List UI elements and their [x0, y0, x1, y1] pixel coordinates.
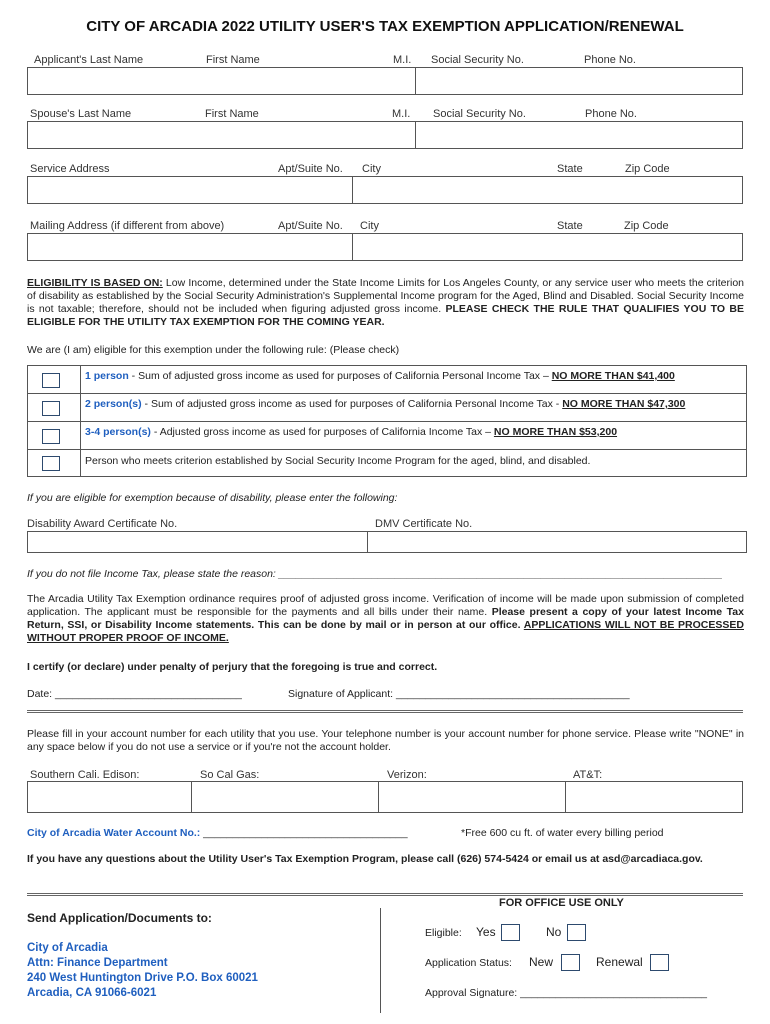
eligibility-heading: ELIGIBILITY IS BASED ON:: [27, 277, 163, 289]
disability-intro: If you are eligible for exemption because of disability, please enter the following:: [27, 492, 398, 504]
mailing-state-label: State: [557, 220, 583, 232]
send-heading: Send Application/Documents to:: [27, 911, 212, 925]
proof-paragraph: [27, 593, 744, 645]
water-note: *Free 600 cu ft. of water every billing period: [461, 827, 664, 839]
bottom-divider: [27, 893, 743, 896]
applicant-phone-label: Phone No.: [584, 54, 636, 66]
applicant-first-name-label: First Name: [206, 54, 260, 66]
mailing-address-block: [27, 941, 258, 1001]
mailing-address-fields[interactable]: [27, 233, 743, 261]
spouse-row-fields[interactable]: [27, 121, 743, 149]
applicant-mi-label: M.I.: [393, 54, 412, 66]
att-account-field[interactable]: [565, 781, 743, 813]
mailing-apt-label: Apt/Suite No.: [278, 220, 343, 232]
water-account-label: City of Arcadia Water Account No.:: [27, 827, 201, 839]
rule-3-lead: 3-4 person(s): [85, 426, 151, 438]
rule-1-text: [85, 370, 675, 382]
questions-note: If you have any questions about the Utility User's Tax Exemption Program, please call (626) 574-5424 or email us at asd@arcadiaca.gov.: [27, 853, 703, 865]
rule-4-checkbox[interactable]: [42, 456, 60, 471]
eligible-no-label: No: [546, 925, 562, 939]
socalgas-account-field[interactable]: [191, 781, 377, 813]
rule-2-desc: - Sum of adjusted gross income as used for purposes of California Personal Income Tax -: [141, 398, 563, 410]
office-divider: [380, 908, 381, 1013]
proof-bold: Please present a copy of your latest Income Tax Return, SSI, or Disability Income statements. This can be done by mail or in person at our office.: [27, 606, 744, 631]
status-label: Application Status:: [425, 957, 512, 969]
section-divider: [27, 710, 743, 713]
disability-cert-field[interactable]: [27, 531, 366, 553]
edison-account-field[interactable]: [27, 781, 190, 813]
water-account-line[interactable]: [27, 827, 408, 839]
edison-label: Southern Cali. Edison:: [30, 769, 140, 781]
eligible-yes-label: Yes: [476, 925, 496, 939]
date-line[interactable]: Date: ________________________________: [27, 688, 242, 700]
rule-2-checkbox[interactable]: [42, 401, 60, 416]
rule-1-checkbox[interactable]: [42, 373, 60, 388]
account-instructions: Please fill in your account number for each utility that you use. Your telephone number is your account number for phone service. Please write "NONE" in any space below if you do not use a service or if you're not the account holder.: [27, 728, 744, 753]
att-label: AT&T:: [573, 769, 603, 781]
rule-intro: We are (I am) eligible for this exemption under the following rule: (Please check): [27, 344, 400, 356]
spouse-mi-label: M.I.: [392, 108, 411, 120]
spouse-phone-label: Phone No.: [585, 108, 637, 120]
eligible-label: Eligible:: [425, 927, 462, 939]
service-apt-label: Apt/Suite No.: [278, 163, 343, 175]
eligibility-instruction: PLEASE CHECK THE RULE THAT QUALIFIES YOU TO BE ELIGIBLE FOR THE UTILITY TAX EXEMPTION FOR THE COMING YEAR.: [27, 303, 744, 328]
service-address-fields[interactable]: [27, 176, 743, 204]
send-line-3: 240 West Huntington Drive P.O. Box 60021: [27, 972, 258, 984]
mailing-city-label: City: [360, 220, 379, 232]
rule-1-lead: 1 person: [85, 370, 129, 382]
service-city-label: City: [362, 163, 381, 175]
spouse-ssn-label: Social Security No.: [433, 108, 526, 120]
status-renewal-label: Renewal: [596, 955, 643, 969]
send-line-4: Arcadia, CA 91066-6021: [27, 987, 157, 999]
applicant-last-name-label: Applicant's Last Name: [34, 54, 144, 66]
service-state-label: State: [557, 163, 583, 175]
send-line-1: City of Arcadia: [27, 942, 108, 954]
status-renewal-checkbox[interactable]: [650, 954, 669, 971]
rule-3-text: [85, 426, 617, 438]
rule-1-limit: NO MORE THAN $41,400: [551, 370, 675, 382]
office-heading: FOR OFFICE USE ONLY: [499, 897, 624, 909]
page-title: CITY OF ARCADIA 2022 UTILITY USER'S TAX EXEMPTION APPLICATION/RENEWAL: [86, 18, 684, 35]
applicant-ssn-label: Social Security No.: [431, 54, 524, 66]
mailing-zip-label: Zip Code: [624, 220, 669, 232]
disability-cert-label: Disability Award Certificate No.: [27, 518, 178, 530]
rule-1-desc: - Sum of adjusted gross income as used for purposes of California Personal Income Tax –: [128, 370, 552, 382]
eligible-no-checkbox[interactable]: [567, 924, 586, 941]
socalgas-label: So Cal Gas:: [200, 769, 260, 781]
applicant-name-field[interactable]: [27, 67, 387, 95]
verizon-label: Verizon:: [387, 769, 427, 781]
rule-3-checkbox[interactable]: [42, 429, 60, 444]
dmv-cert-field[interactable]: [367, 531, 747, 553]
certify-statement: I certify (or declare) under penalty of perjury that the foregoing is true and correct.: [27, 661, 438, 673]
rule-4-text: [85, 455, 590, 467]
dmv-cert-label: DMV Certificate No.: [375, 518, 473, 530]
send-line-2: Attn: Finance Department: [27, 957, 168, 969]
status-new-label: New: [529, 955, 554, 969]
eligibility-text: Low Income, determined under the State Income Limits for Los Angeles County, or any service user who meets the criterion of disability as established by the Social Security Administration's Supplemental Income program for the Aged, Blind and Disabled. Social Security Income is not taxable; therefore, should not be included when figuring adjusted gross income.: [27, 277, 745, 315]
eligible-yes-checkbox[interactable]: [501, 924, 520, 941]
rule-2-limit: NO MORE THAN $47,300: [562, 398, 686, 410]
status-new-checkbox[interactable]: [561, 954, 580, 971]
rule-3-desc: - Adjusted gross income as used for purposes of California Income Tax –: [150, 426, 494, 438]
approval-signature-line[interactable]: Approval Signature: ________________________________: [425, 987, 708, 999]
eligibility-paragraph: [27, 277, 744, 329]
spouse-last-name-label: Spouse's Last Name: [30, 108, 132, 120]
proof-text: The Arcadia Utility Tax Exemption ordinance requires proof of adjusted gross income. Verification of income will be made upon submission of completed application. The applicant must be responsible for the payments and all bills under their name.: [27, 593, 744, 618]
proof-warning: APPLICATIONS WILL NOT BE PROCESSED WITHOUT PROPER PROOF OF INCOME.: [27, 619, 744, 644]
spouse-first-name-label: First Name: [205, 108, 259, 120]
service-address-label: Service Address: [30, 163, 110, 175]
mailing-address-label: Mailing Address (if different from above): [30, 220, 225, 232]
signature-line[interactable]: Signature of Applicant: ________________________________________: [288, 688, 630, 700]
rule-2-lead: 2 person(s): [85, 398, 142, 410]
water-account-blank: ___________________________________: [200, 827, 408, 839]
rule-3-limit: NO MORE THAN $53,200: [493, 426, 618, 438]
applicant-ssn-phone-field[interactable]: [414, 67, 743, 95]
no-tax-reason[interactable]: If you do not file Income Tax, please state the reason: ____________________________________________________________________________: [27, 568, 723, 580]
rule-4-desc: Person who meets criterion established by Social Security Income Program for the aged, blind, and disabled.: [85, 455, 591, 467]
service-zip-label: Zip Code: [625, 163, 670, 175]
rule-2-text: [85, 398, 685, 410]
verizon-account-field[interactable]: [378, 781, 564, 813]
